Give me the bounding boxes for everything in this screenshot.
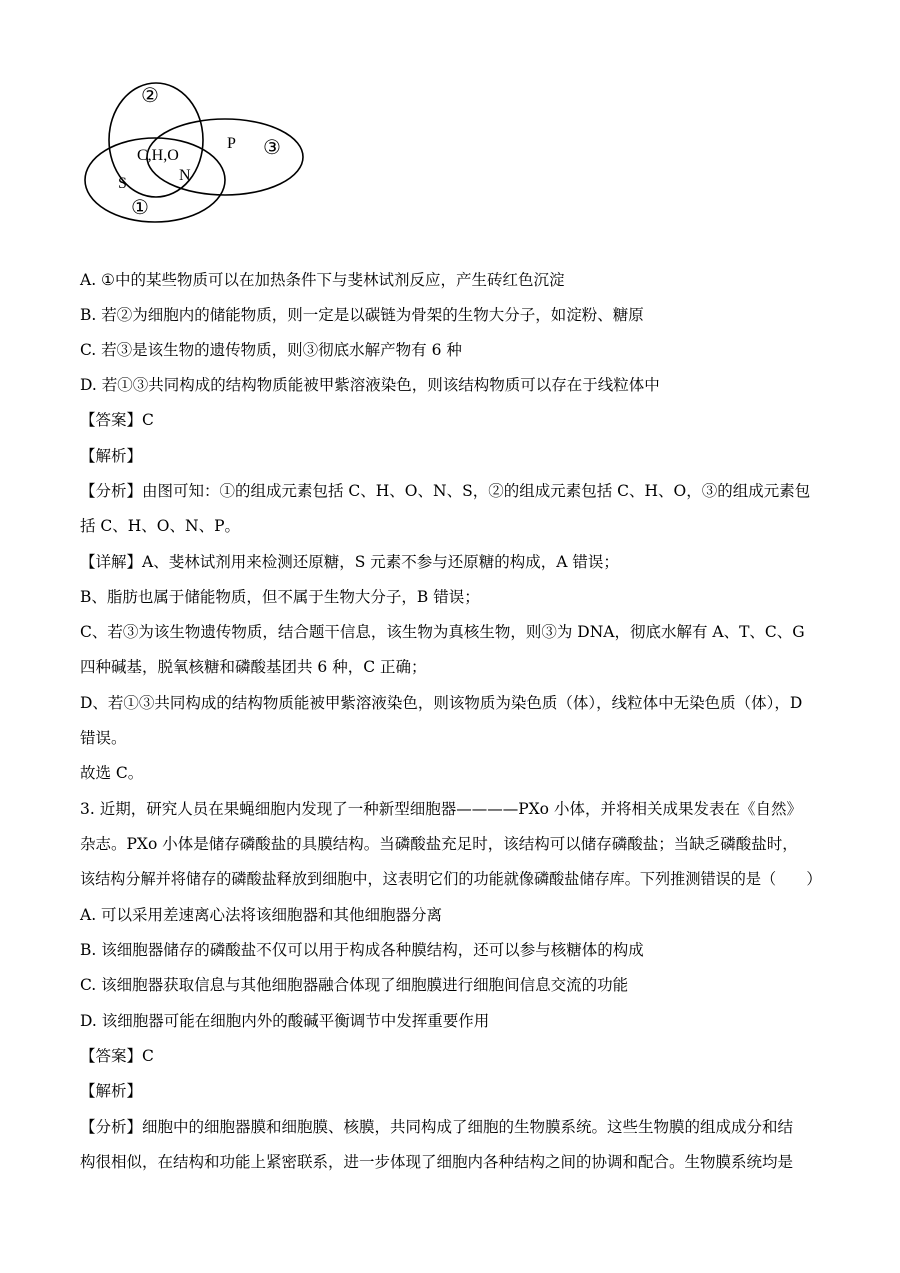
question-3-stem: 3. 近期，研究人员在果蝇细胞内发现了一种新型细胞器————PXo 小体，并将相关成果发表在《自然》	[80, 800, 802, 818]
question-3-stem-2: 杂志。PXo 小体是储存磷酸盐的具膜结构。当磷酸盐充足时，该结构可以储存磷酸盐；当缺乏磷酸盐时，	[80, 835, 798, 853]
label-circle-2: ②	[141, 85, 159, 107]
q3-analysis-text: 【分析】细胞中的细胞器膜和细胞膜、核膜，共同构成了细胞的生物膜系统。这些生物膜的组成成分和结	[80, 1118, 794, 1136]
detail-d-cont: 错误。	[80, 729, 127, 747]
element-venn-diagram	[78, 74, 308, 224]
q3-option-a: A. 可以采用差速离心法将该细胞器和其他细胞器分离	[80, 906, 443, 924]
option-d: D. 若①③共同构成的结构物质能被甲紫溶液染色，则该结构物质可以存在于线粒体中	[80, 376, 660, 394]
option-a: A. ①中的某些物质可以在加热条件下与斐林试剂反应，产生砖红色沉淀	[80, 271, 565, 289]
choice-summary: 故选 C。	[80, 764, 144, 782]
q3-option-d: D. 该细胞器可能在细胞内外的酸碱平衡调节中发挥重要作用	[80, 1012, 490, 1030]
detail-d: D、若①③共同构成的结构物质能被甲紫溶液染色，则该物质为染色质（体），线粒体中无染色质（体），D	[80, 694, 803, 712]
label-circle-3: ③	[263, 137, 281, 159]
answer-label: 【答案】C	[80, 411, 154, 429]
q3-option-b: B. 该细胞器储存的磷酸盐不仅可以用于构成各种膜结构，还可以参与核糖体的构成	[80, 941, 644, 959]
detail-b: B、脂肪也属于储能物质，但不属于生物大分子，B 错误；	[80, 588, 480, 606]
analysis-text-cont: 括 C、H、O、N、P。	[80, 517, 241, 535]
label-s: S	[118, 175, 127, 192]
analysis-label: 【解析】	[80, 447, 143, 465]
label-n: N	[179, 167, 191, 184]
q3-analysis-label: 【解析】	[80, 1082, 143, 1100]
question-3-stem-3: 该结构分解并将储存的磷酸盐释放到细胞中，这表明它们的功能就像磷酸盐储存库。下列推测错误的是（ ）	[80, 870, 822, 888]
option-b: B. 若②为细胞内的储能物质，则一定是以碳链为骨架的生物大分子，如淀粉、糖原	[80, 306, 644, 324]
q3-answer-label: 【答案】C	[80, 1047, 154, 1065]
q3-analysis-text-2: 构很相似，在结构和功能上紧密联系，进一步体现了细胞内各种结构之间的协调和配合。生物膜系统均是	[80, 1153, 794, 1171]
label-p: P	[227, 135, 236, 152]
detail-text: 【详解】A、斐林试剂用来检测还原糖，S 元素不参与还原糖的构成，A 错误；	[80, 553, 619, 571]
label-circle-1: ①	[131, 197, 149, 219]
detail-c-cont: 四种碱基，脱氧核糖和磷酸基团共 6 种，C 正确；	[80, 658, 427, 676]
analysis-text: 【分析】由图可知：①的组成元素包括 C、H、O、N、S，②的组成元素包括 C、H、O，③的组成元素包	[80, 482, 811, 500]
q3-option-c: C. 该细胞器获取信息与其他细胞器融合体现了细胞膜进行细胞间信息交流的功能	[80, 976, 629, 994]
option-c: C. 若③是该生物的遗传物质，则③彻底水解产物有 6 种	[80, 341, 462, 359]
label-center-elements: C,H,O	[137, 147, 179, 164]
detail-c: C、若③为该生物遗传物质，结合题干信息，该生物为真核生物，则③为 DNA，彻底水解有 A、T、C、G	[80, 623, 805, 641]
